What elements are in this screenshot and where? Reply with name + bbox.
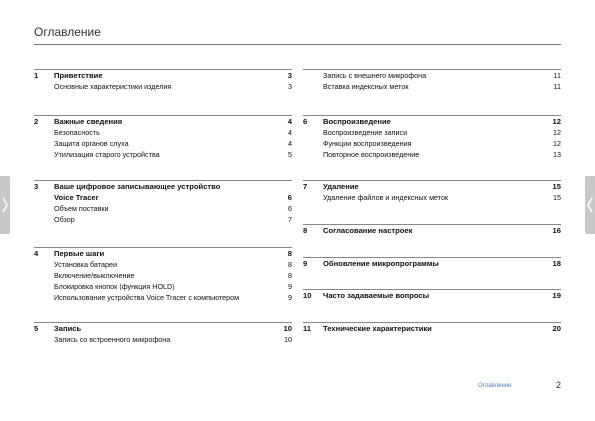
- toc-entry-heading-continued[interactable]: [34, 192, 292, 203]
- toc-entry[interactable]: [34, 259, 292, 270]
- entry-page: 13: [553, 150, 561, 159]
- section-title: Воспроизведение: [323, 117, 391, 126]
- section-page: 10: [283, 324, 292, 333]
- entry-label: Воспроизведение записи: [323, 128, 408, 137]
- entry-page: 9: [288, 293, 292, 302]
- toc-entry-heading[interactable]: [303, 225, 561, 236]
- toc-entry[interactable]: [34, 334, 292, 345]
- entry-label: Повторное воспроизведение: [323, 150, 420, 159]
- toc-entry[interactable]: [303, 81, 561, 92]
- section-page: 18: [552, 259, 561, 268]
- toc-entry-heading[interactable]: [303, 323, 561, 334]
- entry-page: 7: [288, 215, 292, 224]
- entry-label: Запись со встроенного микрофона: [54, 335, 171, 344]
- toc-entry-heading[interactable]: [303, 258, 561, 269]
- right-edge-tab: [585, 176, 595, 234]
- entry-page: 3: [288, 82, 292, 91]
- section-number: 5: [34, 324, 39, 333]
- page-title: Оглавление: [34, 25, 101, 39]
- section-page: 6: [287, 193, 292, 202]
- section-number: 9: [303, 259, 308, 268]
- toc-section-2: [34, 115, 292, 160]
- entry-page: 15: [553, 193, 561, 202]
- entry-page: 12: [553, 139, 561, 148]
- entry-label: Удаление файлов и индексных меток: [323, 193, 449, 202]
- toc-entry[interactable]: [34, 270, 292, 281]
- toc-entry[interactable]: [34, 281, 292, 292]
- toc-entry-heading[interactable]: [303, 181, 561, 192]
- section-number: 3: [34, 182, 39, 191]
- entry-page: 8: [288, 260, 292, 269]
- entry-label: Функции воспроизведения: [323, 139, 412, 148]
- toc-section-5-continued: [303, 69, 561, 92]
- toc-section-1: [34, 69, 292, 92]
- entry-label: Использование устройства Voice Tracer с компьютером: [54, 293, 240, 302]
- toc-entry[interactable]: [34, 214, 292, 225]
- entry-page: 10: [284, 335, 292, 344]
- toc-section-9: [303, 257, 561, 269]
- toc-entry[interactable]: [34, 149, 292, 160]
- toc-section-6: [303, 115, 561, 160]
- entry-page: 11: [553, 82, 561, 91]
- footer-section-label: Оглавление: [478, 383, 512, 389]
- entry-label: Защита органов слуха: [54, 139, 129, 148]
- section-page: 12: [552, 117, 561, 126]
- toc-entry[interactable]: [34, 127, 292, 138]
- section-number: 7: [303, 182, 308, 191]
- entry-label: Обзор: [54, 215, 75, 224]
- toc-entry[interactable]: [303, 149, 561, 160]
- entry-page: 11: [553, 71, 561, 80]
- entry-page: 6: [288, 204, 292, 213]
- footer-page-number: 2: [556, 380, 562, 390]
- entry-label: Запись с внешнего микрофона: [323, 71, 427, 80]
- toc-entry-heading[interactable]: [303, 290, 561, 301]
- section-title: Удаление: [323, 182, 359, 191]
- chevron-right-icon: [585, 176, 595, 234]
- toc-entry[interactable]: [34, 81, 292, 92]
- section-title: Ваше цифровое записывающее устройство: [54, 182, 221, 191]
- section-title-line2: Voice Tracer: [54, 193, 99, 202]
- toc-entry[interactable]: [303, 127, 561, 138]
- entry-label: Безопасность: [54, 128, 100, 137]
- section-number: 1: [34, 71, 39, 80]
- toc-entry-heading[interactable]: [34, 323, 292, 334]
- entry-label: Блокировка кнопок (функция HOLD): [54, 282, 175, 291]
- section-page: 15: [552, 182, 561, 191]
- section-title: Первые шаги: [54, 249, 105, 258]
- section-number: 10: [303, 291, 312, 300]
- section-number: 11: [303, 324, 312, 333]
- section-page: 19: [552, 291, 561, 300]
- section-page: 20: [552, 324, 561, 333]
- section-title: Согласование настроек: [323, 226, 413, 235]
- section-title: Обновление микропрограммы: [323, 259, 439, 268]
- section-number: 2: [34, 117, 39, 126]
- toc-section-5: [34, 322, 292, 345]
- toc-entry-heading[interactable]: [34, 181, 292, 192]
- toc-section-4: [34, 247, 292, 303]
- entry-page: 5: [288, 150, 292, 159]
- toc-entry[interactable]: [303, 70, 561, 81]
- toc-entry[interactable]: [303, 138, 561, 149]
- section-number: 8: [303, 226, 308, 235]
- section-title: Важные сведения: [54, 117, 123, 126]
- chevron-left-icon: [0, 176, 10, 234]
- toc-entry-heading[interactable]: [34, 248, 292, 259]
- left-edge-tab: [0, 176, 10, 234]
- entry-label: Основные характеристики изделия: [54, 82, 172, 91]
- toc-section-10: [303, 289, 561, 301]
- toc-section-3: [34, 180, 292, 225]
- toc-section-7: [303, 180, 561, 203]
- section-title: Запись: [54, 324, 82, 333]
- toc-entry[interactable]: [34, 292, 292, 303]
- section-title: Часто задаваемые вопросы: [323, 291, 430, 300]
- section-number: 6: [303, 117, 308, 126]
- entry-label: Установка батареи: [54, 260, 117, 269]
- entry-label: Утилизация старого устройства: [54, 150, 160, 159]
- section-number: 4: [34, 249, 39, 258]
- entry-page: 12: [553, 128, 561, 137]
- toc-section-8: [303, 224, 561, 236]
- section-page: 8: [287, 249, 292, 258]
- entry-page: 4: [288, 139, 292, 148]
- entry-page: 4: [288, 128, 292, 137]
- toc-section-11: [303, 322, 561, 334]
- title-divider: [34, 44, 561, 45]
- toc-entry[interactable]: [303, 192, 561, 203]
- entry-label: Вставка индексных меток: [323, 82, 409, 91]
- section-page: 16: [552, 226, 561, 235]
- entry-label: Включение/выключение: [54, 271, 135, 280]
- entry-page: 9: [288, 282, 292, 291]
- toc-entry[interactable]: [34, 138, 292, 149]
- toc-entry-heading[interactable]: [34, 116, 292, 127]
- section-title: Приветствие: [54, 71, 103, 80]
- toc-entry[interactable]: [34, 203, 292, 214]
- section-page: 4: [287, 117, 292, 126]
- section-title: Технические характеристики: [323, 324, 432, 333]
- toc-entry-heading[interactable]: [34, 70, 292, 81]
- section-page: 3: [287, 71, 292, 80]
- entry-label: Объем поставки: [54, 204, 109, 213]
- toc-entry-heading[interactable]: [303, 116, 561, 127]
- entry-page: 8: [288, 271, 292, 280]
